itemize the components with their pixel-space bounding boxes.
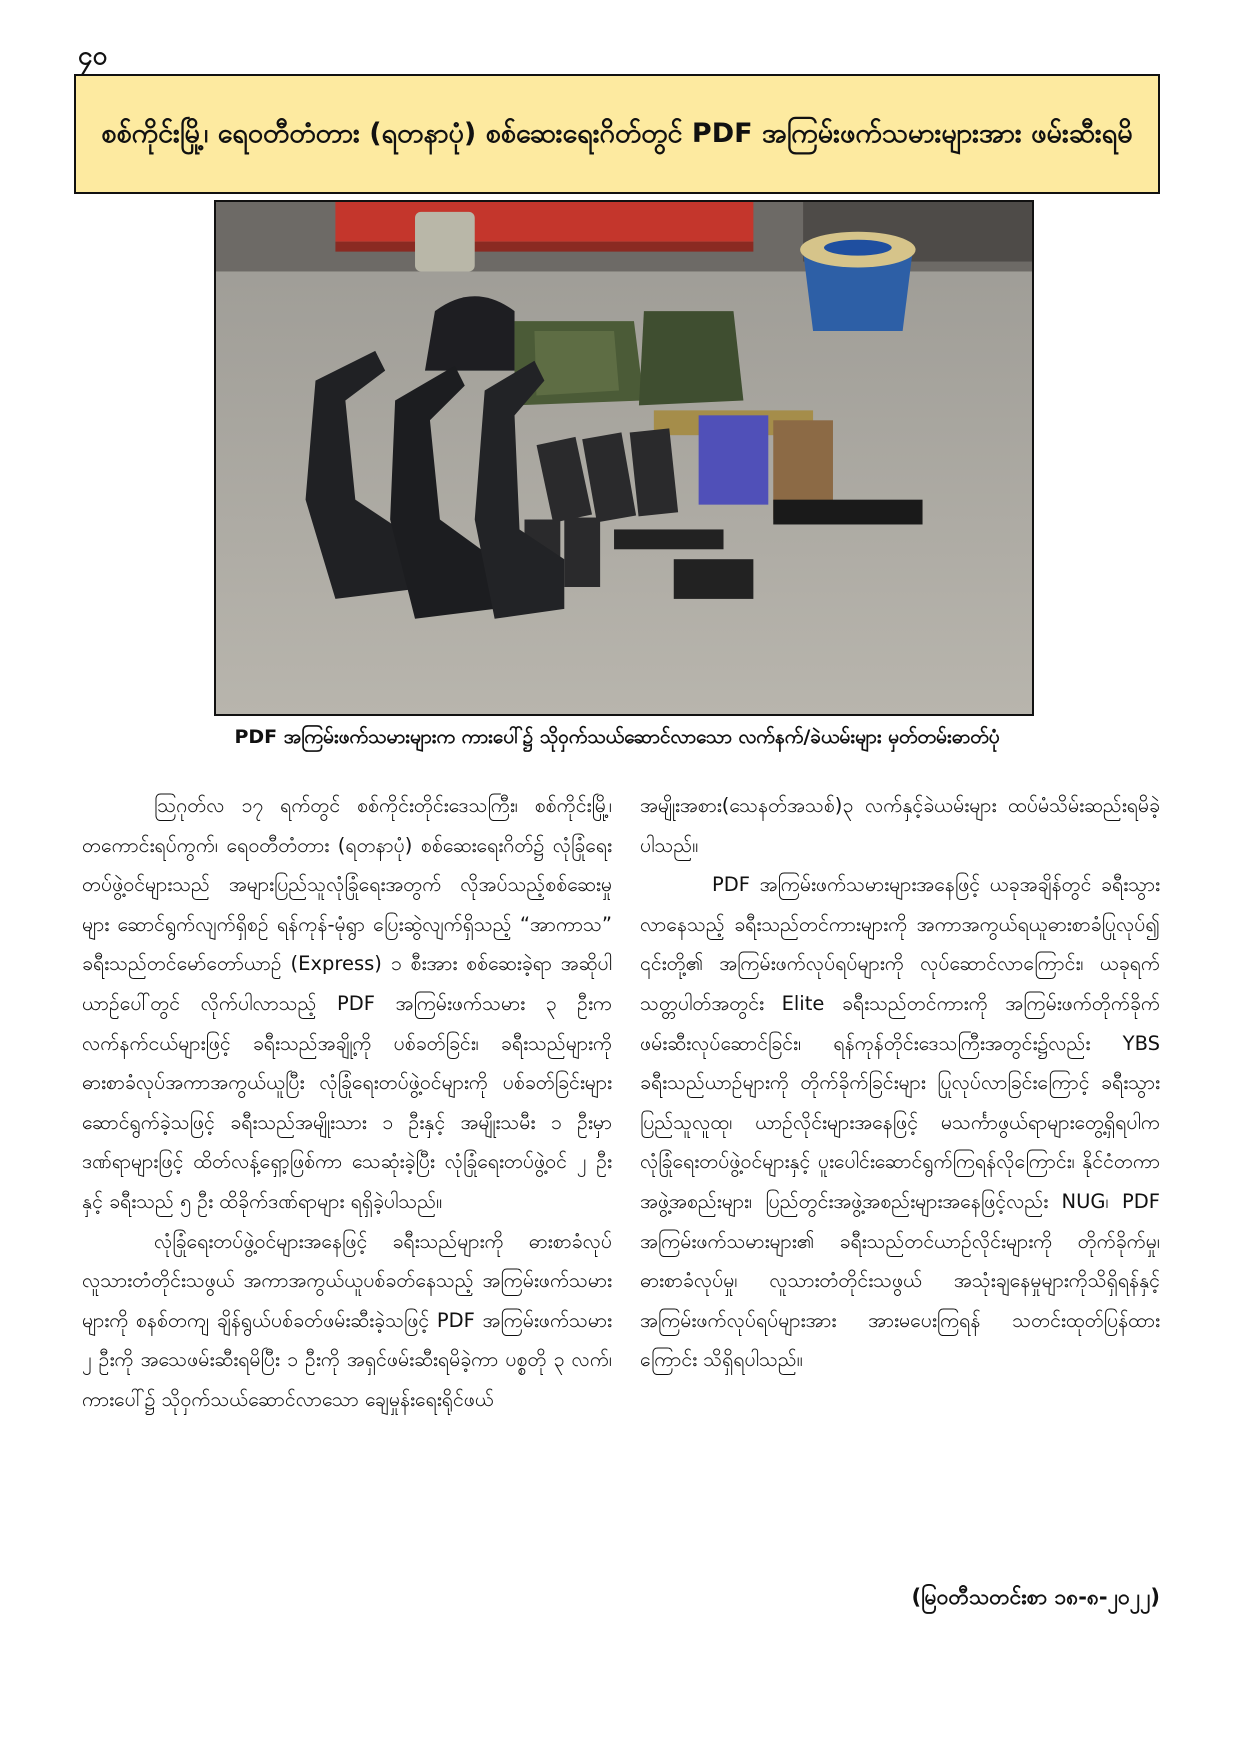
headline: စစ်ကိုင်းမြို့၊ ရေဝတီတံတား (ရတနာပုံ) စစ်ဆေးရေးဂိတ်တွင် PDF အကြမ်းဖက်သမားများအား ဖမ်းဆီးရမိ: [101, 118, 1133, 149]
paragraph-continuation: အမျိုးအစား(သေနတ်အသစ်)၃ လက်နှင့်ခဲယမ်းများ ထပ်မံသိမ်းဆည်းရမိခဲ့ပါသည်။: [640, 794, 1160, 857]
paragraph: ဩဂုတ်လ ၁၇ ရက်တွင် စစ်ကိုင်းတိုင်းဒေသကြီး၊ စစ်ကိုင်းမြို့၊ တကောင်းရပ်ကွက်၊ ရေဝတီတံတား (ရတနာပုံ) စစ်ဆေးရေးဂိတ်၌ လုံခြုံရေးတပ်ဖွဲ့ဝင်များသည် အများပြည်သူလုံခြုံရေးအတွက် လိုအပ်သည့်စစ်ဆေးမှုများ ဆောင်ရွက်လျက်ရှိစဉ် ရန်ကုန်-မုံရွာ ပြေးဆွဲလျက်ရှိသည့် “အာကာသ” ခရီးသည်တင်မော်တော်ယာဉ် (Express) ၁ စီးအား စစ်ဆေးခဲ့ရာ အဆိုပါယာဉ်ပေါ်တွင် လိုက်ပါလာသည့် PDF အကြမ်းဖက်သမား ၃ ဦးက လက်နက်ငယ်များဖြင့် ခရီးသည်အချို့ကို ပစ်ခတ်ခြင်း၊ ခရီးသည်များကို ဓားစာခံလုပ်အကာအကွယ်ယူပြီး လုံခြုံရေးတပ်ဖွဲ့ဝင်များကို ပစ်ခတ်ခြင်းများ ဆောင်ရွက်ခဲ့သဖြင့် ခရီးသည်အမျိုးသား ၁ ဦးနှင့် အမျိုးသမီး ၁ ဦးမှာ ဒဏ်ရာများဖြင့် ထိတ်လန့်ရှော့ဖြစ်ကာ သေဆုံးခဲ့ပြီး လုံခြုံရေးတပ်ဖွဲ့ဝင် ၂ ဦးနှင့် ခရီးသည် ၅ ဦး ထိခိုက်ဒဏ်ရာများ ရရှိခဲ့ပါသည်။: [82, 794, 612, 1213]
headline-box: [74, 74, 1160, 194]
paragraph: PDF အကြမ်းဖက်သမားများအနေဖြင့် ယခုအချိန်တွင် ခရီးသွားလာနေသည့် ခရီးသည်တင်ကားများကို အကာအကွယ်ရယူဓားစာခံပြုလုပ်၍ ၎င်းတို့၏ အကြမ်းဖက်လုပ်ရပ်များကို လုပ်ဆောင်လာကြောင်း၊ ယခုရက်သတ္တပါတ်အတွင်း Elite ခရီးသည်တင်ကားကို အကြမ်းဖက်တိုက်ခိုက် ဖမ်းဆီးလုပ်ဆောင်ခြင်း၊ ရန်ကုန်တိုင်းဒေသကြီးအတွင်း၌လည်း YBS ခရီးသည်ယာဉ်များကို တိုက်ခိုက်ခြင်းများ ပြုလုပ်လာခြင်းကြောင့် ခရီးသွားပြည်သူလူထု၊ ယာဉ်လိုင်းများအနေဖြင့် မသင်္ကာဖွယ်ရာများတွေ့ရှိရပါက လုံခြုံရေးတပ်ဖွဲ့ဝင်များနှင့် ပူးပေါင်းဆောင်ရွက်ကြရန်လိုကြောင်း၊ နိုင်ငံတကာအဖွဲ့အစည်းများ၊ ပြည်တွင်းအဖွဲ့အစည်းများအနေဖြင့်လည်း NUG၊ PDF အကြမ်းဖက်သမားများ၏ ခရီးသည်တင်ယာဉ်လိုင်းများကို တိုက်ခိုက်မှု၊ ဓားစာခံလုပ်မှု၊ လူသားတံတိုင်းသဖွယ် အသုံးချနေမှုများကိုသိရှိရန်နှင့် အကြမ်းဖက်လုပ်ရပ်များအား အားမပေးကြရန် သတင်းထုတ်ပြန်ထားကြောင်း သိရှိရပါသည်။: [640, 873, 1160, 1372]
seized-weapons-photo: [216, 202, 1032, 714]
left-column: [82, 786, 612, 1420]
right-column: [640, 786, 1160, 1380]
source-citation: (မြဝတီသတင်းစာ ၁၈-၈-၂၀၂၂): [911, 1585, 1160, 1609]
page-number: ၄၀: [78, 41, 108, 71]
paragraph: လုံခြုံရေးတပ်ဖွဲ့ဝင်များအနေဖြင့် ခရီးသည်များကို ဓားစာခံလုပ် လူသားတံတိုင်းသဖွယ် အကာအကွယ်ယူပစ်ခတ်နေသည့် အကြမ်းဖက်သမားများကို စနစ်တကျ ချိန်ရွယ်ပစ်ခတ်ဖမ်းဆီးခဲ့သဖြင့် PDF အကြမ်းဖက်သမား ၂ ဦးကို အသေဖမ်းဆီးရမိပြီး ၁ ဦးကို အရှင်ဖမ်းဆီးရမိခဲ့ကာ ပစ္စတို ၃ လက်၊ ကားပေါ်၌ သိုဝှက်သယ်ဆောင်လာသော ချေမှုန်းရေးရိုင်ဖယ်: [82, 1229, 612, 1411]
news-photo: [214, 200, 1034, 716]
photo-caption: PDF အကြမ်းဖက်သမားများက ကားပေါ်၌ သိုဝှက်သယ်ဆောင်လာသော လက်နက်/ခဲယမ်းများ မှတ်တမ်းဓာတ်ပုံ: [234, 726, 1000, 748]
